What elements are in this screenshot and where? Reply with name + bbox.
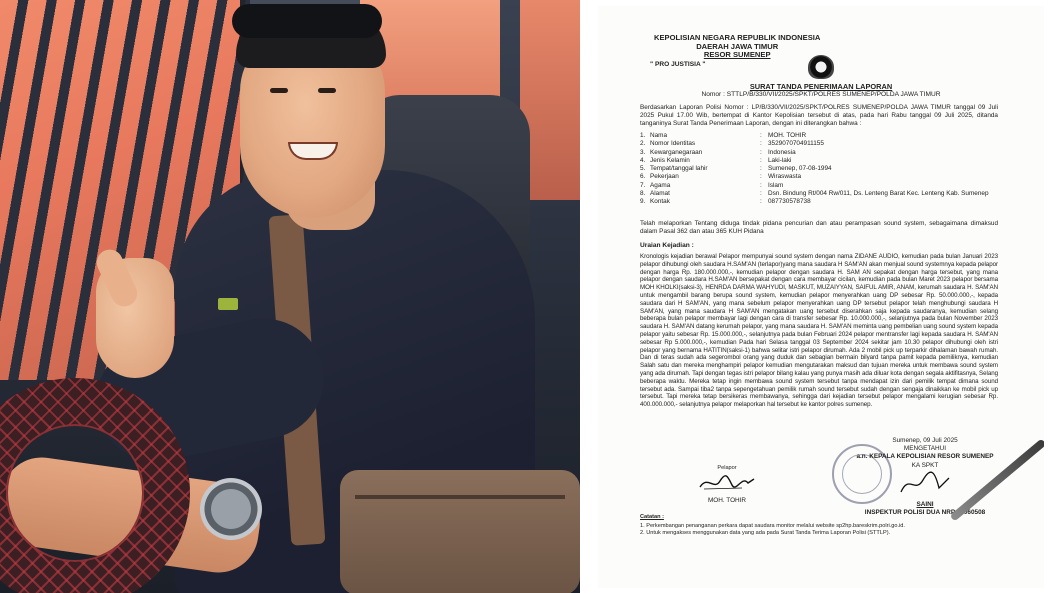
field-row: 7. Agama : Islam (640, 181, 784, 189)
jacket-logo (218, 298, 238, 310)
place-date: Sumenep, 09 Juli 2025 (892, 437, 958, 444)
officer-name: SAINI (916, 501, 934, 509)
reporter-signature-icon (698, 473, 756, 493)
uraian-heading: Uraian Kejadian : (640, 242, 694, 249)
right-eye (318, 88, 336, 93)
field-row: 6. Pekerjaan : Wiraswasta (640, 173, 802, 181)
officer-signature-icon (895, 470, 955, 498)
officer-rank: INSPEKTUR POLISI DUA NRP 73060508 (864, 509, 986, 517)
bag-zipper (355, 495, 565, 499)
note-2: 2. Untuk mengakses menggunakan data yang ada pada Surat Tanda Terima Laporan Polisi (STTLP). (640, 530, 891, 537)
reporter-fields (640, 132, 1008, 207)
notes-heading: Catatan : (640, 514, 664, 520)
field-row: 1. Nama : MOH. TOHIR (640, 132, 807, 139)
field-row: 2. Nomor Identitas : 3529070704911155 (640, 140, 824, 148)
letterhead (654, 34, 820, 60)
police-report-document (598, 6, 1044, 588)
reporter-name: MOH. TOHIR (707, 497, 747, 504)
report-statement: Telah melaporkan Tentang diduga tindak pidana pencurian dan atau perampasan sound system, sebagaimana dimaksud dalam Pasal 362 dan atau 365 KUH Pidana (640, 220, 998, 236)
left-eye (270, 88, 288, 93)
field-row: 5. Tempat/tanggal lahir : Sumenep, 07-08-1994 (640, 165, 832, 173)
pro-justisia: " PRO JUSTISIA " (650, 61, 706, 68)
document-number: Nomor : STTLP/B/330/VII/2025/SPKT/POLRES SUMENEP/POLDA JAWA TIMUR (701, 91, 941, 98)
header-line-1: KEPOLISIAN NEGARA REPUBLIK INDONESIA (654, 33, 821, 42)
police-crest-icon (808, 55, 834, 79)
chronology-paragraph: Kronologis kejadian berawal Pelapor mempunyai sound system dengan nama ZIDANE AUDIO, kemudian pada bulan Januari 2023 pelapor dihubungi oleh saudara H.SAM'AN (terlapor)yang mana saudara H SAM'AN akan menjual sound systemnya kepada pelapor dengan harga Rp. 180.000.000,-, kemudian pelapor dengan saudara H. SAM AN sepakat dengan harga tersebut, yang mana pelapor dengan saudara H.SAM'AN bersepakat dengan cara membayar cicilan, kemudian pada bulan Maret 2023 pelapor bersama MOH KHOLKI(saksi-3), HENRDA DARMA WAHYUDI, MASKUT, MUZAIYYAN, SAIFUL AMIR, ANAM, kerumah saudara H. SAM'AN untuk mengambil barang berupa sound system, kemudian pelapor menyerahkan uang DP sebesar Rp. 50.000.000,-, kepada saudara dari H SAM'AN, yang mana sebelum pelapor menyerahkan uang DP tersebut pelapor telah menghubungi saudara H SAM'AN, yang mana saudara H SAM'AN mengatakan uang tersebut diserahkan saja kepada saudaranya, kemudian selang beberapa bulan pelapor membayar lagi dengan cara di transfer sebesar Rp. 10.000.000,-, selanjutnya pada bulan November 2023 saudara H. SAM'AN datang kerumah pelapor, yang mana saudara H. SAM'AN meminta uang pembelian uang sound system kepada pelapor yaitu sebesar Rp. 15.000.000,-, selanjutnya pada bulan Februari 2024 pelapor mentransfer lagi kepada saudara H. SAM'AN sebesar Rp 5.000.000,-, kemudian Pada hari Selasa tanggal 03 September 2024 sekitar jam 10.30 pelapor dihubungi oleh istri pelapor yang bernama HATITIN(saksi-1) bahwa selitar istri pelapor dirumah. Ada 2 mobil pick up terparkir dihalaman bawah rumah. Dan di teras sudah ada segerombol orang yang duduk dan sebagian bermain bilyard tanpa pamit kepada pemiliknya, kemudian Salah satu dan mereka menghampiri pelapor kemudian mengutarakan maksud dan tujuan mereka untuk membawa sound system yang ada dirumah. Tapi dengan tegas istri pelapor bilang kalau yang punya masih ada diluar kota dengan segala aktifitasnya, Selang beberapa waktu. Mereka tetap ingin membawa sound system tersebut tanpa mendapat izin dari pemilik tempat dimana sound tersebut ada. Sampai tiba2 tanpa sepengetahuan pemilik rumah sound tersebut sudah dengan sengaja dinaikkan ke mobil pick up tersebut. Tapi mereka tetap bersikeras membawanya, sehingga dari kejadian tersebut pelapor mengalami kerugian sebesar Rp. 400.000.000,- selanjutnya pelapor melaporkan hal tersebut ke kantor polres sumenep. (640, 253, 998, 409)
shoulder-bag (340, 470, 580, 593)
notes-section (640, 514, 1000, 538)
sunglasses-on-head (232, 4, 382, 38)
reporter-role: Pelapor (717, 465, 737, 471)
intro-paragraph: Berdasarkan Laporan Polisi Nomor : LP/B/330/VII/2025/SPKT/POLRES SUMENEP/POLDA JAWA TIMUR tanggal 09 Juli 2025 Pukul 17.00 Wib, bertempat di Kantor Kepolisian tersebut di atas, pada hari Rabu tanggal 09 Juli 2025, ditanda tanganinya Surat Tanda Penerimaan Laporan, dengan ini diterangkan bahwa : (640, 104, 998, 128)
header-line-3: RESOR SUMENEP (703, 50, 771, 60)
document-title: SURAT TANDA PENERIMAAN LAPORAN (749, 82, 893, 91)
officer-unit: KA SPKT (911, 461, 939, 469)
reporter-signature-block (698, 464, 756, 505)
field-row: 3. Kewarganegaraan : Indonesia (640, 148, 796, 156)
note-1: 1. Perkembangan penanganan perkara dapat saudara monitor melalui website sp2hp.bareskrim.polri.go.id. (640, 523, 905, 530)
field-row: 9. Kontak : 087730578738 (640, 198, 811, 206)
officer-office: a.n. KEPALA KEPOLISIAN RESOR SUMENEP (856, 453, 994, 461)
field-row: 4. Jenis Kelamin : Laki-laki (640, 156, 792, 164)
mengetahui: MENGETAHUI (903, 445, 947, 453)
officer-signature-block (830, 437, 1020, 517)
wristwatch (200, 478, 262, 540)
header-line-2: DAERAH JAWA TIMUR (696, 41, 779, 51)
field-row: 8. Alamat : Dsn. Bindung Rt/004 Rw/011, Ds. Lenteng Barat Kec. Lenteng Kab. Sumenep (640, 190, 989, 198)
